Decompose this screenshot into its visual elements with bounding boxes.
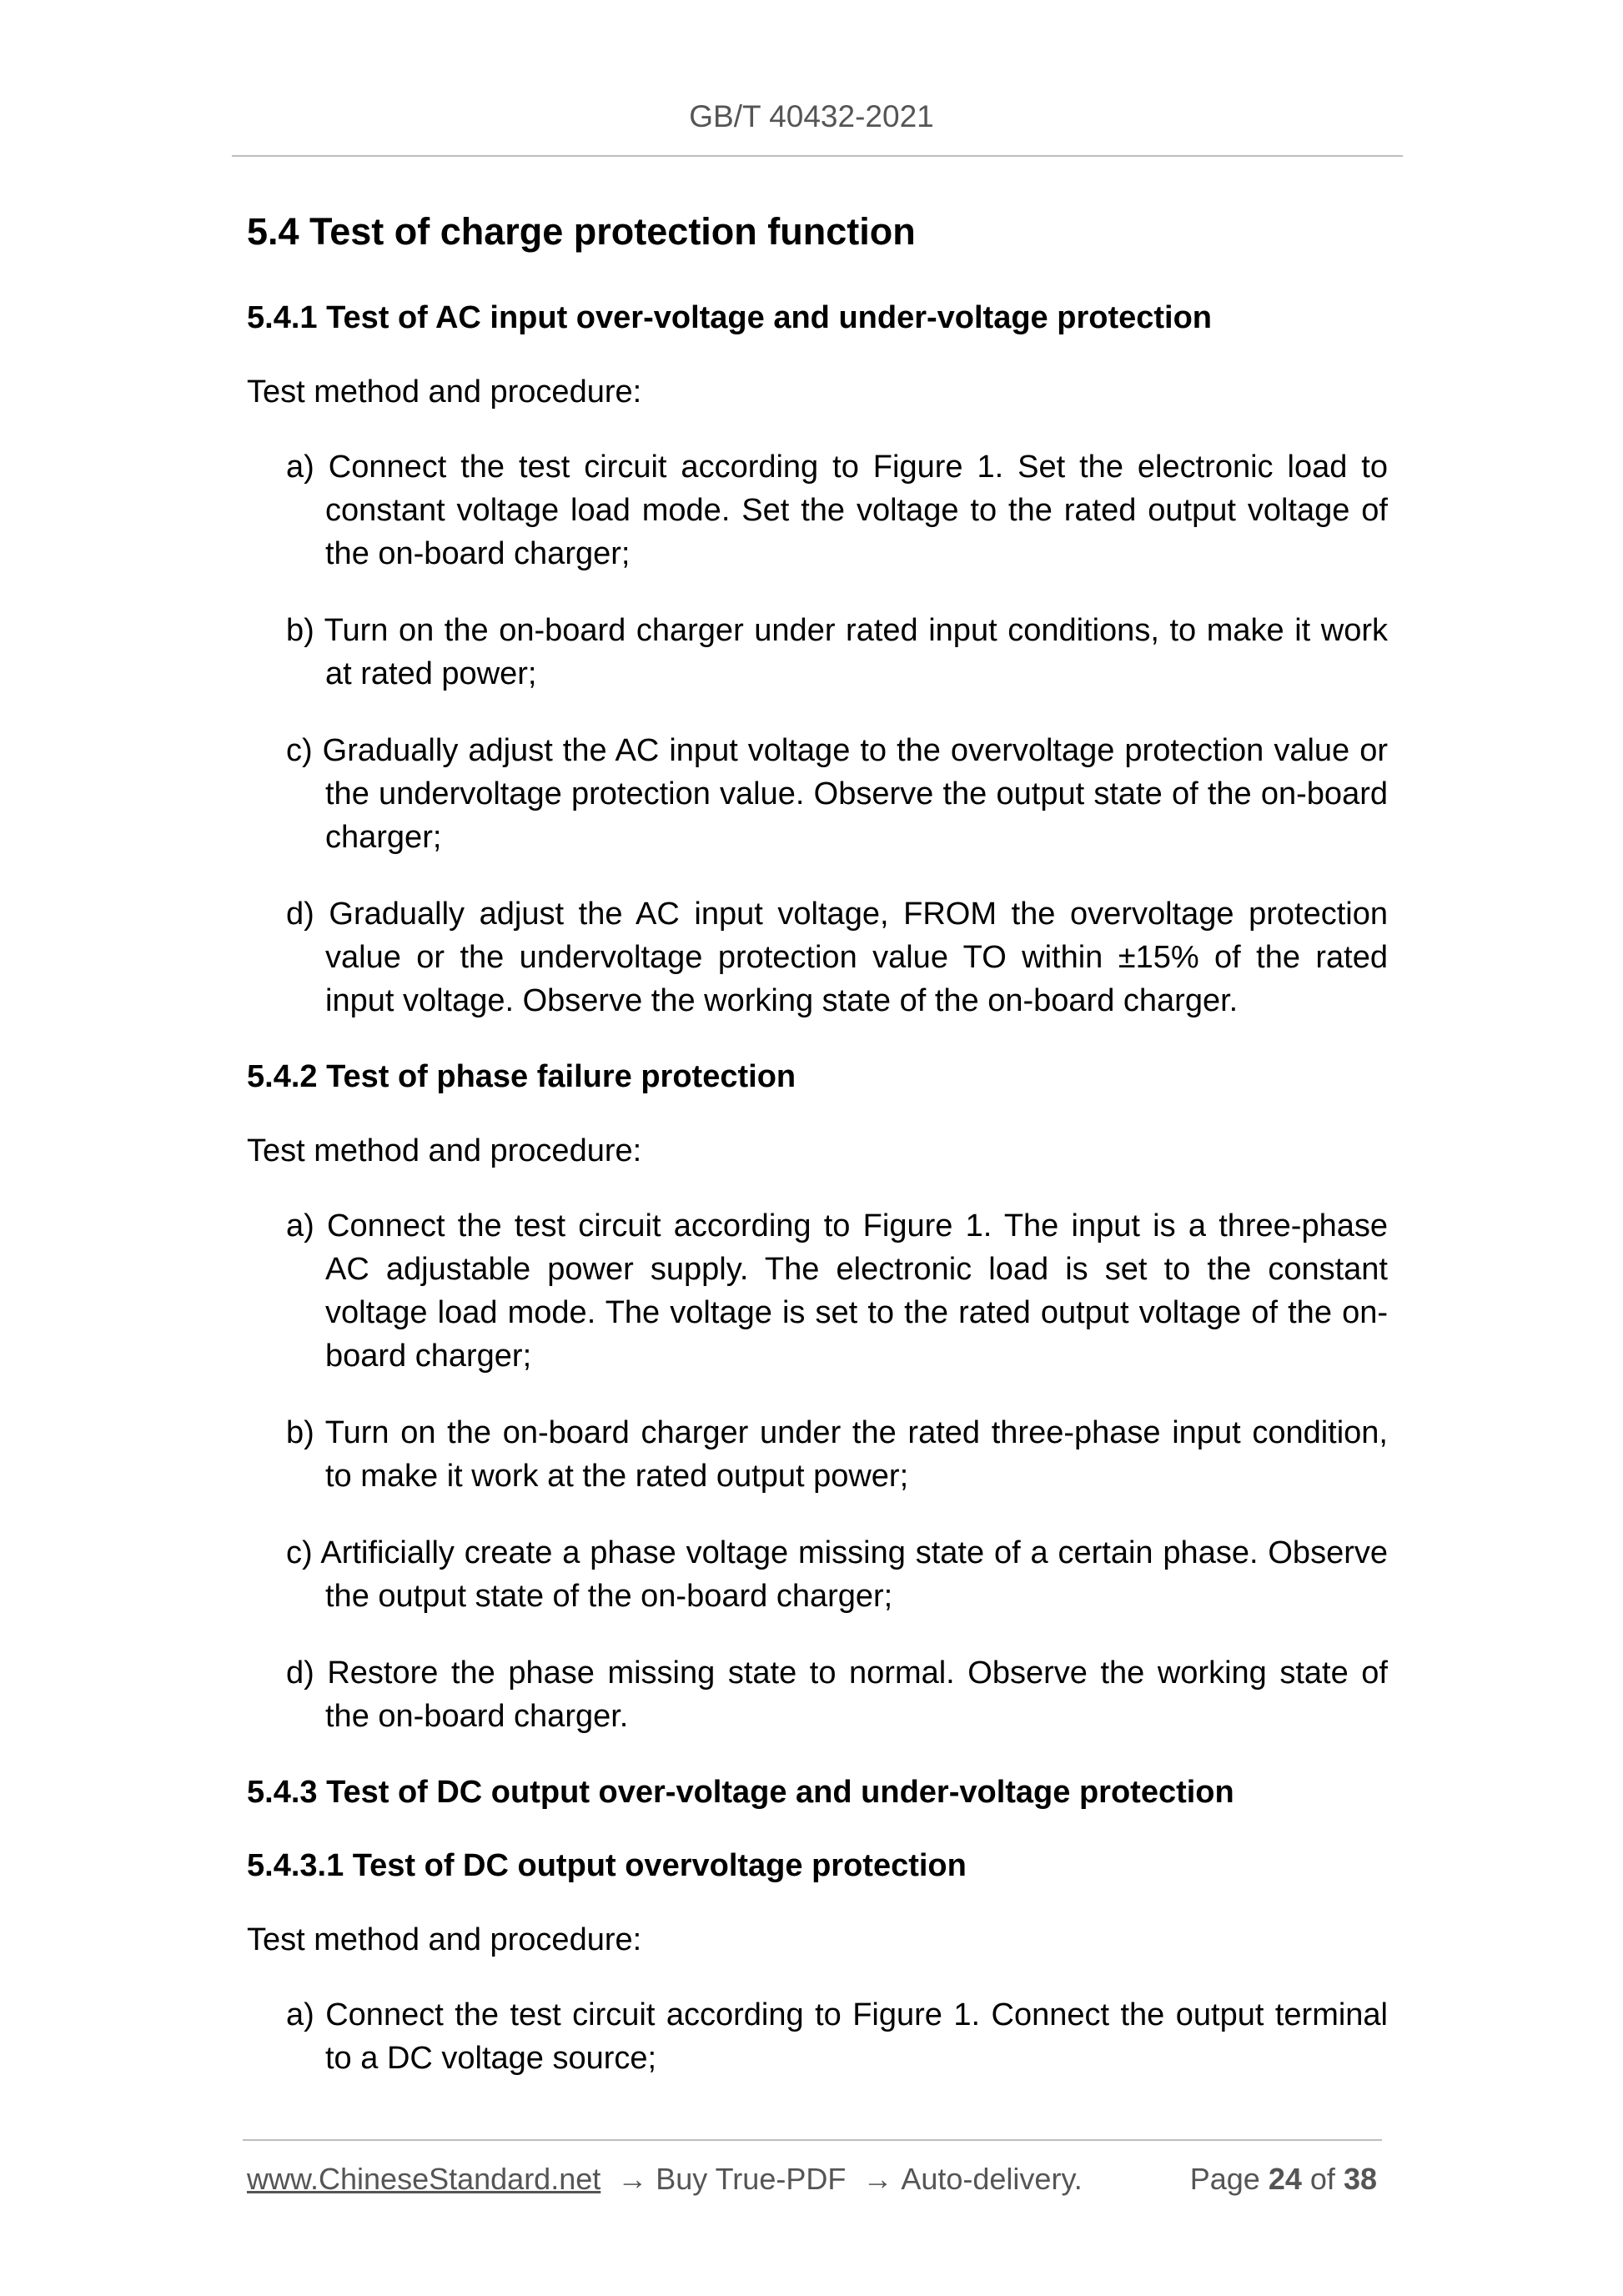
section-title: 5.4 Test of charge protection function (247, 210, 916, 253)
document-header (0, 98, 1623, 135)
procedure-step: c) Gradually adjust the AC input voltage to the overvoltage protection value or the undervoltage protection value. Observe the output state of the on-board charger; (286, 733, 1388, 855)
delivery-text: Auto-delivery. (901, 2162, 1083, 2196)
procedure-step: a) Connect the test circuit according to Figure 1. Connect the output terminal to a DC voltage source; (286, 1997, 1388, 2076)
procedure-intro: Test method and procedure: (247, 1922, 642, 1957)
page-of: of (1309, 2162, 1335, 2196)
arrow-right-icon: → (862, 2162, 893, 2196)
page-number (1190, 2160, 1377, 2198)
subsection-heading: 5.4.3.1 Test of DC output overvoltage protection (247, 1848, 967, 1883)
page-current: 24 (1268, 2162, 1302, 2196)
procedure-step: b) Turn on the on-board charger under the rated three-phase input condition, to make it work at the rated output power; (286, 1415, 1388, 1494)
header-divider (232, 155, 1403, 157)
procedure-step: a) Connect the test circuit according to Figure 1. Set the electronic load to constant voltage load mode. Set the voltage to the rated output voltage of the on-board charger; (286, 450, 1388, 571)
website-link[interactable]: www.ChineseStandard.net (247, 2162, 601, 2196)
procedure-intro: Test method and procedure: (247, 374, 642, 409)
subsection-heading: 5.4.3 Test of DC output over-voltage and under-voltage protection (247, 1775, 1234, 1810)
procedure-intro: Test method and procedure: (247, 1133, 642, 1168)
procedure-step: b) Turn on the on-board charger under rated input conditions, to make it work at rated power; (286, 613, 1388, 691)
footer-divider (243, 2139, 1382, 2141)
page-content (247, 207, 1388, 2113)
procedure-step: d) Restore the phase missing state to normal. Observe the working state of the on-board charger. (286, 1655, 1388, 1734)
footer-promo (247, 2160, 1083, 2198)
document-id: GB/T 40432-2021 (689, 99, 934, 133)
page-footer (247, 2160, 1377, 2198)
procedure-step: c) Artificially create a phase voltage missing state of a certain phase. Observe the output state of the on-board charger; (286, 1535, 1388, 1614)
subsection-heading: 5.4.2 Test of phase failure protection (247, 1059, 796, 1094)
procedure-step: d) Gradually adjust the AC input voltage, FROM the overvoltage protection value or the undervoltage protection value TO within ±15% of the rated input voltage. Observe the working state of the on-board charger. (286, 897, 1388, 1018)
page-total: 38 (1343, 2162, 1377, 2196)
procedure-step: a) Connect the test circuit according to Figure 1. The input is a three-phase AC adjustable power supply. The electronic load is set to the constant voltage load mode. The voltage is set to the rated output voltage of the on-board charger; (286, 1208, 1388, 1374)
page-label: Page (1189, 2162, 1260, 2196)
subsection-heading: 5.4.1 Test of AC input over-voltage and under-voltage protection (247, 300, 1213, 335)
arrow-right-icon: → (617, 2162, 648, 2196)
buy-text: Buy True-PDF (656, 2162, 847, 2196)
